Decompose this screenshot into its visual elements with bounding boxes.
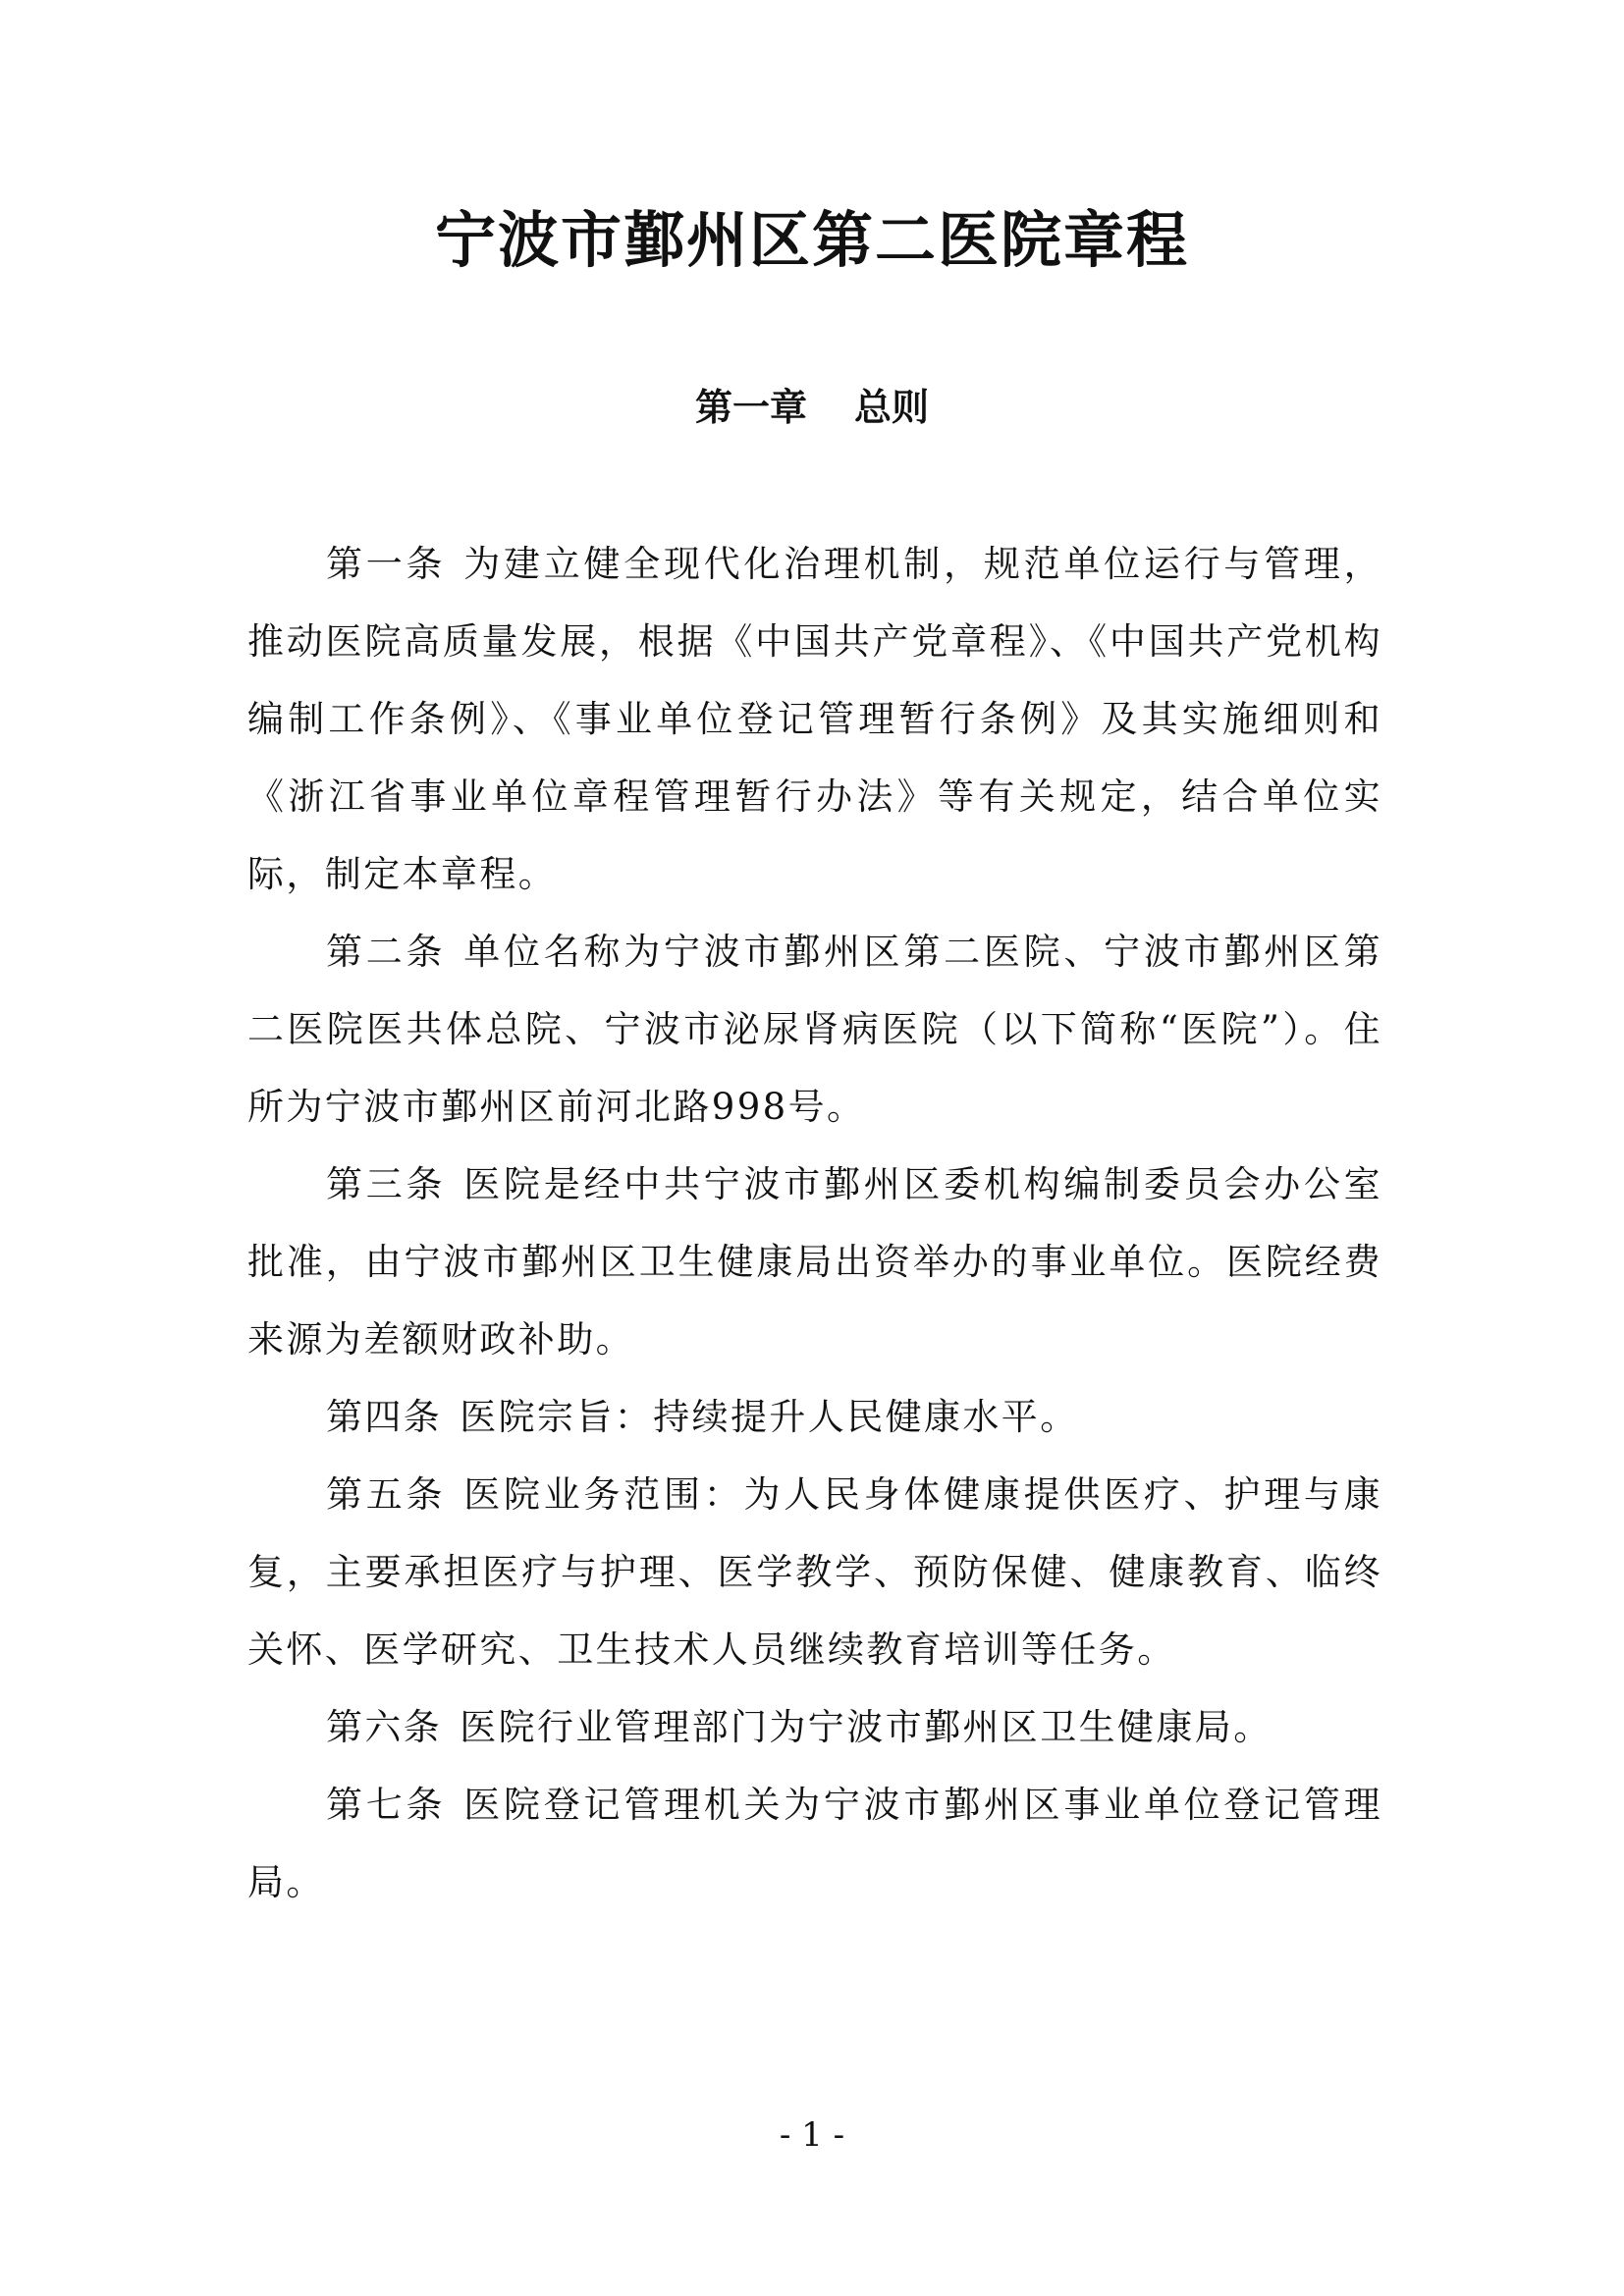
article-text: 医院登记管理机关为宁波市鄞州区事业单位登记管理局。 — [247, 1784, 1382, 1903]
article-number: 第一条 — [326, 543, 447, 585]
article-text: 医院是经中共宁波市鄞州区委机构编制委员会办公室批准，由宁波市鄞州区卫生健康局出资举办的事业单位。医院经费来源为差额财政补助。 — [247, 1163, 1382, 1361]
document-title: 宁波市鄞州区第二医院章程 — [434, 204, 1189, 276]
article-number: 第六条 — [326, 1706, 443, 1748]
document-body — [247, 525, 1382, 1921]
article-text: 医院业务范围：为人民身体健康提供医疗、护理与康复，主要承担医疗与护理、医学教学、预防保健、健康教育、临终关怀、医学研究、卫生技术人员继续教育培训等任务。 — [247, 1473, 1382, 1671]
article-1 — [247, 525, 1382, 913]
chapter-number: 第一章 — [694, 386, 807, 429]
article-6 — [247, 1688, 1382, 1766]
article-5 — [247, 1456, 1382, 1688]
article-number: 第四条 — [326, 1396, 443, 1438]
article-number: 第七条 — [326, 1784, 447, 1826]
article-text: 为建立健全现代化治理机制，规范单位运行与管理，推动医院高质量发展，根据《中国共产党章程》、《中国共产党机构编制工作条例》、《事业单位登记管理暂行条例》及其实施细则和《浙江省事业单位章程管理暂行办法》等有关规定，结合单位实际，制定本章程。 — [247, 543, 1382, 895]
article-4 — [247, 1378, 1382, 1456]
article-number: 第三条 — [326, 1163, 447, 1205]
chapter-name: 总则 — [854, 386, 930, 429]
article-2 — [247, 913, 1382, 1146]
article-text: 医院宗旨：持续提升人民健康水平。 — [460, 1396, 1079, 1438]
article-text: 医院行业管理部门为宁波市鄞州区卫生健康局。 — [460, 1706, 1272, 1748]
article-3 — [247, 1146, 1382, 1378]
article-text: 单位名称为宁波市鄞州区第二医院、宁波市鄞州区第二医院医共体总院、宁波市泌尿肾病医院（以下简称“医院”）。住所为宁波市鄞州区前河北路998号。 — [247, 931, 1382, 1128]
page-number: - 1 - — [779, 2115, 845, 2155]
article-number: 第五条 — [326, 1473, 447, 1516]
article-number: 第二条 — [326, 931, 447, 973]
article-7 — [247, 1766, 1382, 1921]
chapter-heading — [0, 378, 1624, 437]
